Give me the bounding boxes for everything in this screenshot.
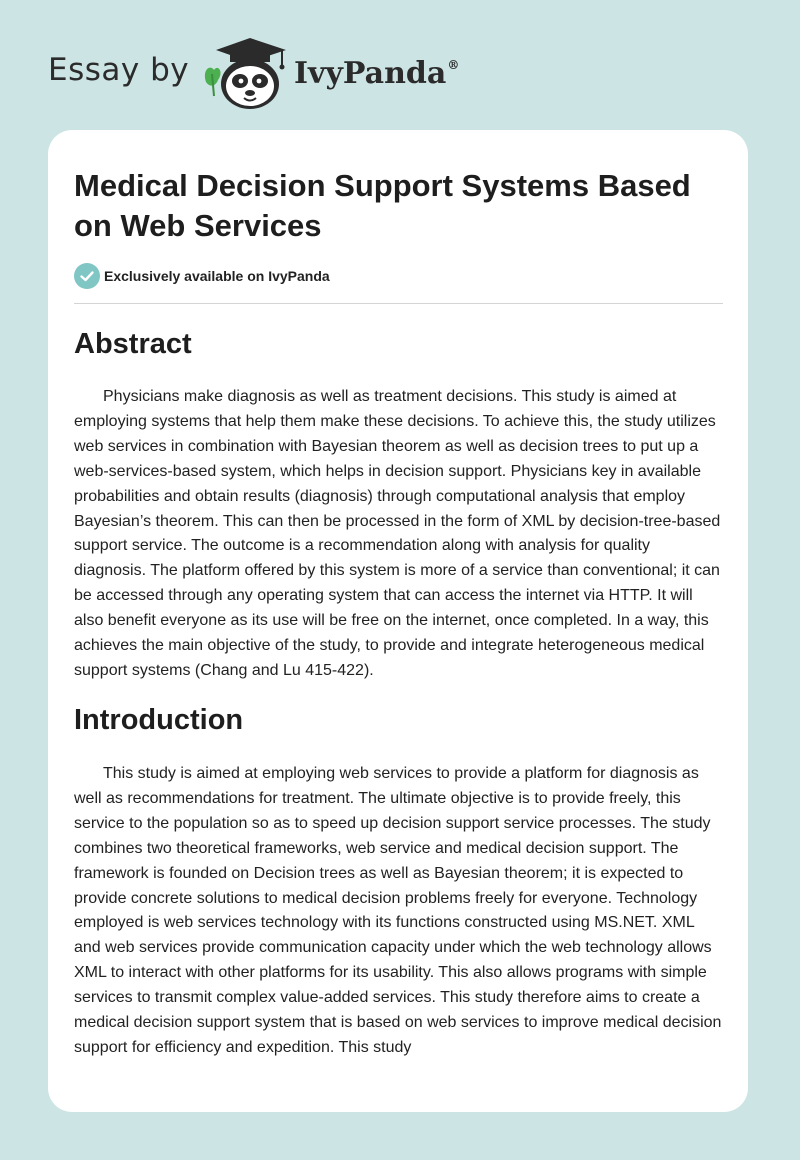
section-body-abstract: Physicians make diagnosis as well as treatment decisions. This study is aimed at employing systems that help them make these decisions. To achieve this, the study utilizes web services in combination with Bayesian theorem as well as decision trees to put up a web-services-based system, which helps in decision support. Physicians key in available probabilities and obtain results (diagnosis) through computational analysis that employ Bayesian’s theorem. This can then be processed in the form of XML by decision-tree-based support service. The outcome is a recommendation along with analysis for quality diagnosis. The platform offered by this system is more of a service than conventional; it can be accessed through any operating system that can access the internet via HTTP. It will also benefit everyone as its use will be free on the internet, once completed. In a way, this achieves the main objective of the study, to provide and integrate heterogeneous medical support systems (Chang and Lu 415-422).: [74, 388, 721, 679]
badge-text: Exclusively available on IvyPanda: [104, 268, 330, 284]
checkmark-icon: [74, 263, 100, 289]
panda-logo-icon[interactable]: [200, 36, 292, 110]
divider: [74, 303, 723, 304]
section-heading-introduction: Introduction: [74, 704, 244, 736]
page-title: Medical Decision Support Systems Based on Web Services: [74, 168, 691, 243]
site-header: [0, 0, 800, 130]
section-body-introduction: This study is aimed at employing web services to provide a platform for diagnosis as well as recommendations for treatment. The ultimate objective is to provide freely, this service to the population so as to speed up decision support service processes. The study combines two theoretical frameworks, web service and medical decision support. The framework is founded on Decision trees as well as Bayesian theorem; it is expected to provide concrete solutions to medical decision problems freely for everyone. Technology employed is web services technology with its functions constructed using MS.NET. XML and web services provide communication capacity under which the web technology allows XML to interact with other platforms for its usability. This also allows programs with simple services to transmit complex value-added services. This study therefore aims to create a medical decision support system that is based on web services to improve medical decision support for efficiency and expedition. This study: [74, 765, 722, 1056]
registered-mark: ®: [447, 58, 460, 72]
essay-by-label: Essay by: [48, 52, 190, 88]
brand-name[interactable]: [294, 56, 459, 91]
essay-card: [48, 130, 748, 1112]
brand-text: IvyPanda: [294, 56, 447, 91]
section-heading-abstract: Abstract: [74, 328, 192, 360]
